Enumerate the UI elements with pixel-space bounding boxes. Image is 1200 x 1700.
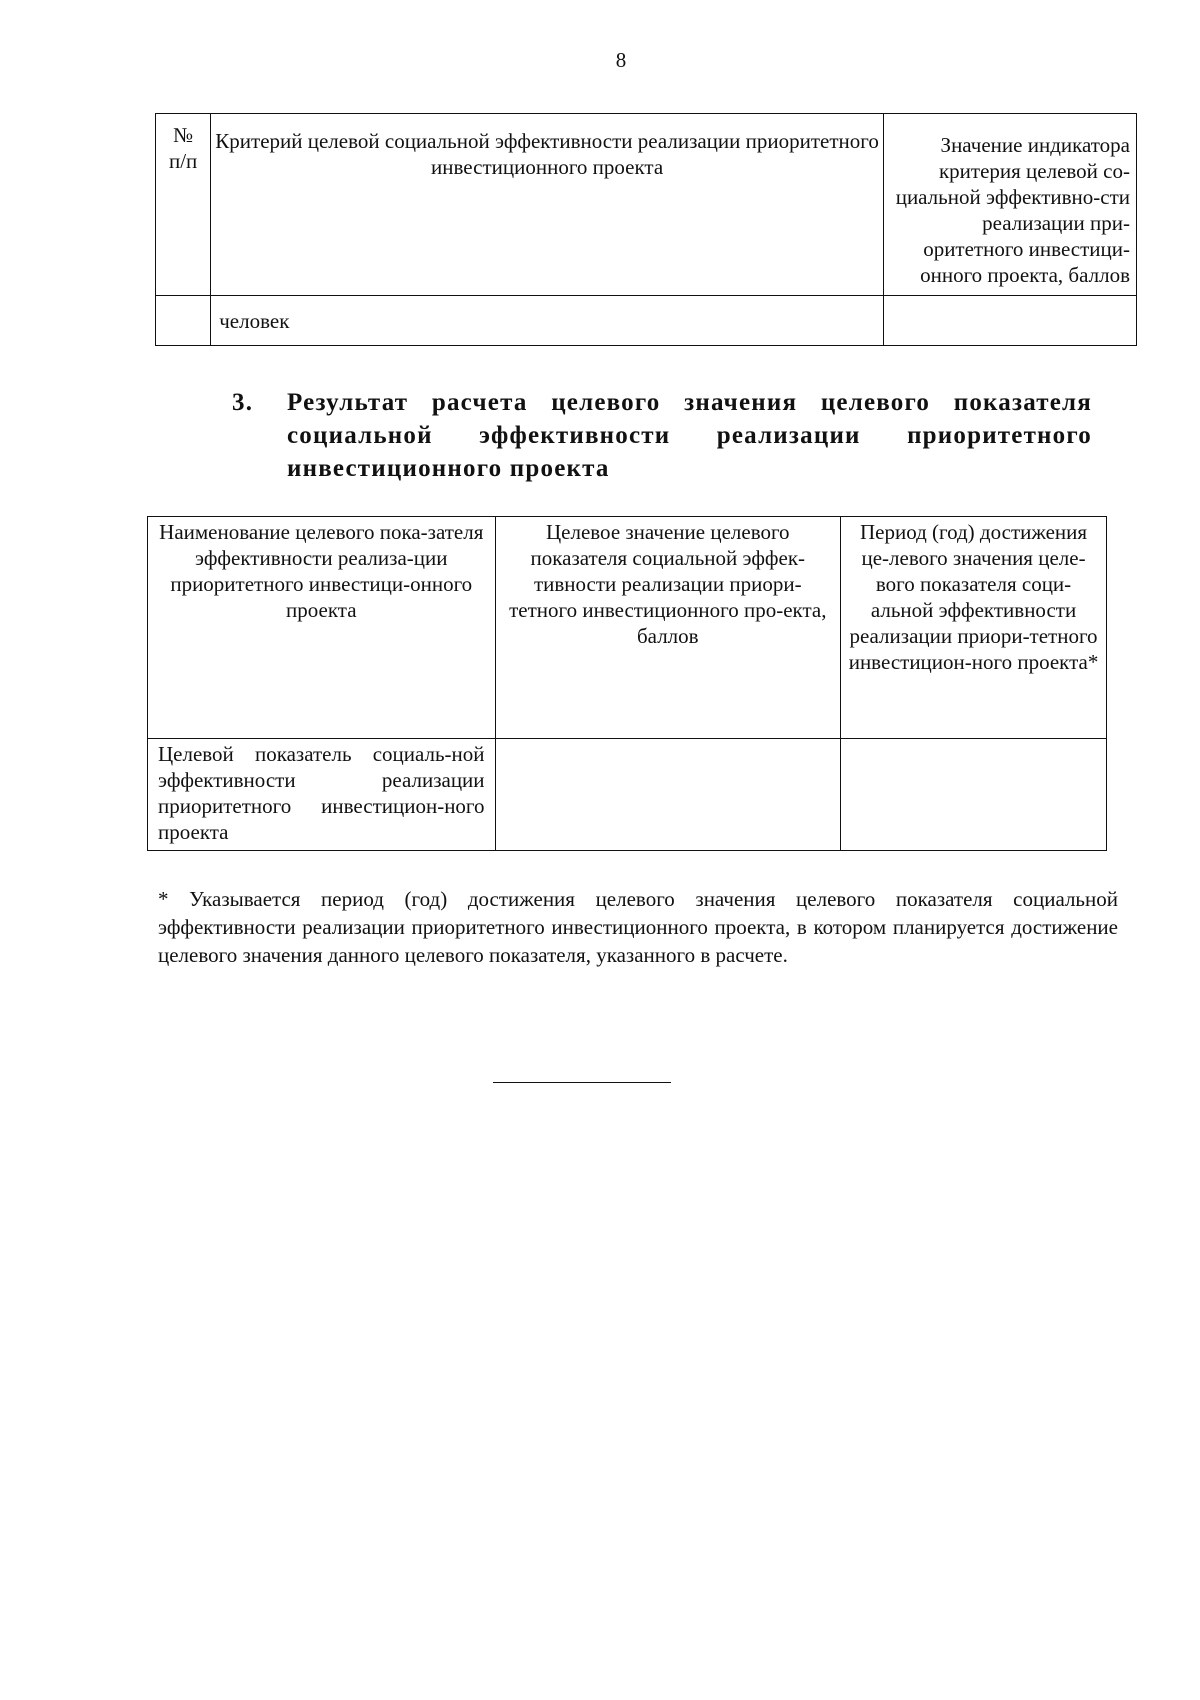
section-heading bbox=[232, 386, 1092, 485]
result-table-header-row bbox=[148, 517, 1107, 739]
page-number: 8 bbox=[615, 48, 627, 72]
header-target-value-label: Целевое значение целевого показателя социальной эффек-тивности реализации приори-тетного инвестиционного про-екта, баллов bbox=[509, 520, 827, 648]
header-period-cell bbox=[841, 517, 1107, 739]
header-number-label: № п/п bbox=[168, 123, 198, 173]
header-indicator-name-label: Наименование целевого пока-зателя эффективности реализа-ции приоритетного инвестици-онного проекта bbox=[159, 520, 484, 622]
header-number-cell bbox=[156, 114, 211, 296]
result-table bbox=[147, 516, 1107, 851]
closing-rule bbox=[493, 1082, 671, 1083]
row-target-value-cell bbox=[495, 739, 841, 851]
row-number-cell bbox=[156, 296, 211, 346]
table-row bbox=[148, 739, 1107, 851]
header-criterion-cell bbox=[211, 114, 884, 296]
row-criterion-cell bbox=[211, 296, 884, 346]
row-criterion-text: человек bbox=[219, 309, 290, 333]
header-target-value-cell bbox=[495, 517, 841, 739]
header-criterion-label: Критерий целевой социальной эффективности реализации приоритетного инвестиционного проекта bbox=[215, 129, 879, 179]
section-title: Результат расчета целевого значения целевого показателя социальной эффективности реализации приоритетного инвестиционного проекта bbox=[287, 389, 1092, 482]
table-row bbox=[156, 296, 1137, 346]
section-number: 3. bbox=[232, 389, 254, 416]
row-indicator-name-text: Целевой показатель социаль-ной эффективности реализации приоритетного инвестицион-ного проекта bbox=[158, 742, 485, 844]
criteria-table-header-row bbox=[156, 114, 1137, 296]
footnote: * Указывается период (год) достижения целевого значения целевого показателя социальной эффективности реализации приоритетного инвестиционного проекта, в котором планируется достижение целевого значения данного целевого показателя, указанного в расчете. bbox=[158, 887, 1118, 967]
criteria-table bbox=[155, 113, 1137, 346]
row-period-cell bbox=[841, 739, 1107, 851]
header-value-cell bbox=[883, 114, 1136, 296]
row-value-cell bbox=[883, 296, 1136, 346]
row-indicator-name-cell bbox=[148, 739, 496, 851]
header-period-label: Период (год) достижения це-левого значения целе-вого показателя соци-альной эффективности реализации приори-тетного инвестицион-ного проекта* bbox=[848, 520, 1099, 674]
header-value-label: Значение индикатора критерия целевой со-циальной эффективно-сти реализации при-оритетного инвестици-онного проекта, баллов bbox=[895, 133, 1130, 287]
header-indicator-name-cell bbox=[148, 517, 496, 739]
